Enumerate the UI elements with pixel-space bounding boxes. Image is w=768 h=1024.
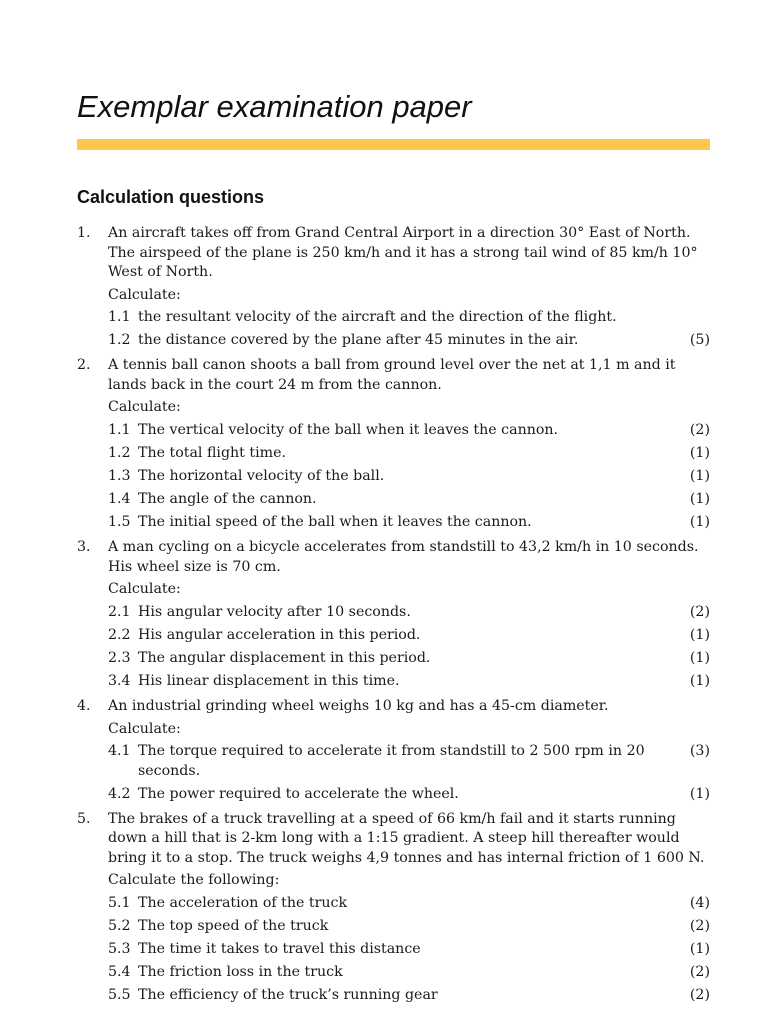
marks-allocation: (2) [689,603,710,620]
marks-allocation: (1) [689,785,710,802]
sub-question-text: His linear displacement in this time. [138,672,400,689]
section-heading: Calculation questions [77,187,265,207]
marks-allocation: (2) [689,964,710,980]
marks-allocation: (4) [689,894,710,911]
sub-question-number: 5.4 [108,964,131,980]
question-number: 4. [77,698,91,715]
question-item [77,697,710,808]
marks-allocation: (1) [689,490,710,507]
sub-question-number: 5.5 [108,987,131,1004]
calculate-instruction: Calculate: [108,399,181,416]
sub-question-number: 2.1 [108,603,131,620]
sub-question-text: The total flight time. [138,444,286,461]
title-accent-bar [77,139,710,150]
sub-question-number: 1.5 [108,514,131,531]
sub-question-text: the distance covered by the plane after 45 minutes in the air. [138,332,579,349]
question-number: 1. [77,225,91,241]
question-body [108,356,710,536]
page-title: Exemplar examination paper [77,89,472,124]
marks-allocation: (1) [689,649,710,666]
sub-question [108,986,710,1006]
question-body [108,538,710,695]
calculate-instruction: Calculate: [108,720,181,737]
sub-question [108,331,710,351]
sub-question-text: The vertical velocity of the ball when it leaves the cannon. [138,421,559,438]
sub-question-text: His angular acceleration in this period. [138,626,421,643]
calculate-instruction: Calculate: [108,581,181,598]
question-number: 3. [77,539,91,556]
sub-question [108,940,710,960]
marks-allocation: (2) [689,917,710,934]
question-number: 5. [77,810,91,827]
marks-allocation: (2) [689,987,710,1004]
sub-question-text: The torque required to accelerate it from standstill to 2 500 rpm in 20 seconds. [138,743,645,779]
sub-question [108,649,710,669]
question-item [77,538,710,695]
sub-question-number: 3.4 [108,672,131,689]
sub-question-text: The acceleration of the truck [138,894,348,911]
question-body [108,810,710,1009]
sub-question [108,963,710,983]
sub-question-number: 5.2 [108,917,131,934]
calculate-instruction: Calculate the following: [108,872,280,889]
sub-question-text: The angle of the cannon. [138,490,317,507]
sub-question [108,894,710,914]
sub-question-number: 1.3 [108,467,131,484]
sub-question-number: 2.3 [108,649,131,666]
question-item [77,356,710,536]
question-stem: An industrial grinding wheel weighs 10 kg and has a 45-cm diameter. [108,698,609,715]
sub-question [108,421,710,441]
sub-question-text: the resultant velocity of the aircraft and the direction of the flight. [138,309,617,325]
sub-question-number: 1.4 [108,490,131,507]
sub-question-text: The friction loss in the truck [138,964,343,980]
marks-allocation: (5) [689,332,710,349]
sub-question-number: 1.2 [108,332,131,349]
sub-question-number: 2.2 [108,626,131,643]
sub-question [108,490,710,510]
sub-question [108,626,710,646]
sub-question [108,513,710,533]
marks-allocation: (1) [689,626,710,643]
marks-allocation [690,308,710,328]
sub-question [108,785,710,805]
sub-question [108,672,710,692]
sub-question [108,917,710,937]
sub-question-text: The angular displacement in this period. [138,649,431,666]
question-list [77,224,710,1011]
marks-allocation: (1) [689,444,710,461]
sub-question-number: 1.1 [108,421,131,438]
sub-question-number: 4.1 [108,743,131,760]
marks-allocation: (2) [689,421,710,438]
sub-question-text: The power required to accelerate the wheel. [138,785,459,802]
sub-question-number: 1.1 [108,309,131,325]
sub-question-number: 5.1 [108,894,131,911]
question-number: 2. [77,357,91,374]
sub-question-number: 1.2 [108,444,131,461]
sub-question-text: The horizontal velocity of the ball. [138,467,385,484]
calculate-instruction: Calculate: [108,286,181,303]
sub-question [108,444,710,464]
question-stem: An aircraft takes off from Grand Central Airport in a direction 30° East of North. The airspeed of the plane is 250 km/h and it has a strong tail wind of 85 km/h 10° West of North. [108,225,698,280]
sub-question [108,742,710,781]
marks-allocation: (1) [689,514,710,531]
question-item [77,224,710,354]
sub-question [108,603,710,623]
question-body [108,224,710,354]
question-item [77,810,710,1009]
question-stem: A man cycling on a bicycle accelerates from standstill to 43,2 km/h in 10 seconds. His wheel size is 70 cm. [108,539,699,575]
sub-question-number: 5.3 [108,940,131,957]
question-body [108,697,710,808]
question-stem: A tennis ball canon shoots a ball from ground level over the net at 1,1 m and it lands back in the court 24 m from the cannon. [108,357,676,393]
marks-allocation: (1) [689,467,710,484]
sub-question-text: The initial speed of the ball when it leaves the cannon. [138,514,532,531]
marks-allocation: (1) [689,940,710,957]
question-stem: The brakes of a truck travelling at a speed of 66 km/h fail and it starts running down a hill that is 2-km long with a 1:15 gradient. A steep hill thereafter would bring it to a stop. The truck weighs 4,9 tonnes and has internal friction of 1 600 N. [108,810,705,866]
marks-allocation: (3) [689,743,710,760]
sub-question-text: His angular velocity after 10 seconds. [138,603,411,620]
sub-question-text: The top speed of the truck [138,917,329,934]
sub-question-text: The efficiency of the truck’s running gear [138,987,438,1004]
sub-question [108,467,710,487]
sub-question-text: The time it takes to travel this distance [138,940,421,957]
marks-allocation: (1) [689,672,710,689]
sub-question-number: 4.2 [108,785,131,802]
sub-question [108,308,710,328]
